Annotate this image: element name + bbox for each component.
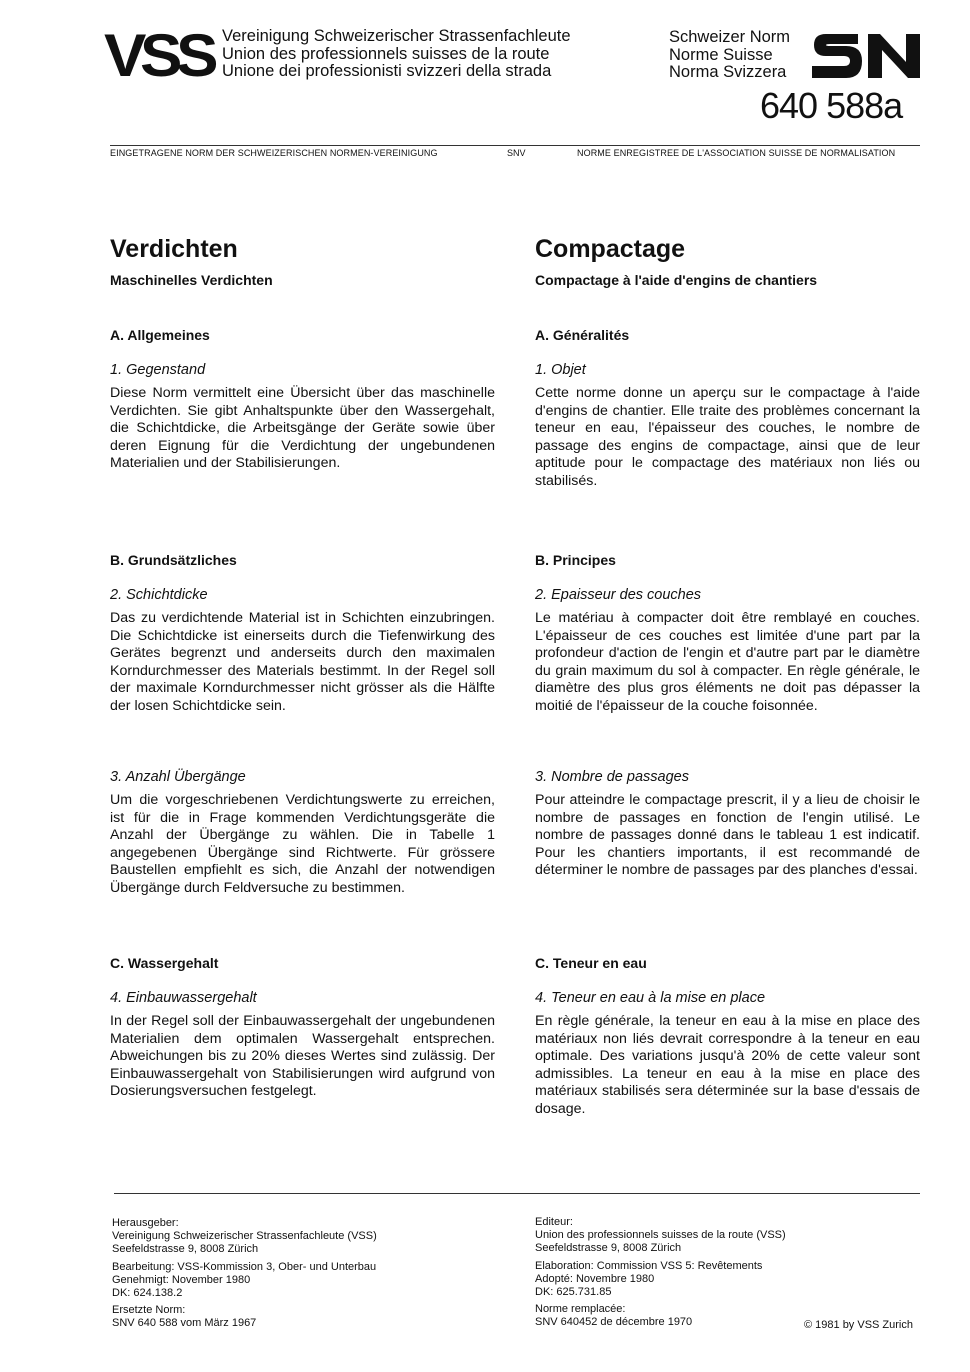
footer-fr: [535, 1216, 786, 1330]
paragraph-1-de: Diese Norm vermittelt eine Übersicht über das maschinelle Verdichten. Sie gibt Anhaltspunkte über den Wassergehalt, die Schichtdicke, die Arbeitsgänge der Geräte sowie über deren Eignung für die Verdichtung der ungebundenen Materialien und der Stabilisierungen.: [110, 385, 495, 472]
publisher-label-fr: Editeur:: [535, 1216, 573, 1228]
subsection-4-heading-de: 4. Einbauwassergehalt: [110, 990, 257, 1006]
norm-number: 640 588a: [760, 85, 903, 126]
sn-logo: [808, 28, 924, 84]
paragraph-2-fr: Le matériau à compacter doit être remblayé en couches. L'épaisseur de ces couches est limitée d'une part par la profondeur d'action de l'engin et d'autre part par le diamètre du grain maximum du sol à compacter. En règle générale, le diamètre des plus gros éléments ne doit pas dépasser la moitié de l'épaisseur de la couche foisonnée.: [535, 610, 920, 714]
registered-norm-fr: NORME ENREGISTREE DE L'ASSOCIATION SUISSE DE NORMALISATION: [577, 148, 896, 158]
paragraph-3-fr: Pour atteindre le compactage prescrit, il y a lieu de choisir le nombre de passages en fonction de l'engin utilisé. Le nombre de passages donné dans le tableau 1 est indicatif. Pour les chantiers importants, il est recommandé de déterminer le nombre de passages par des planches d'essai.: [535, 792, 920, 879]
editing-fr: Elaboration: Commission VSS 5: Revêtements: [535, 1259, 763, 1272]
subsection-2-heading-de: 2. Schichtdicke: [110, 587, 208, 603]
vss-logo: VSS: [104, 22, 213, 89]
replaced-label-de: Ersetzte Norm:: [112, 1304, 186, 1317]
section-c-heading-fr: C. Teneur en eau: [535, 955, 647, 971]
paragraph-1-fr: Cette norme donne un aperçu sur le compactage à l'aide d'engins de chantier. Elle traite des problèmes concernant la teneur en eau, l'épaisseur des couches, le nombre de passage des engins de compactage, ainsi que de leur aptitude pour le compactage des matériaux non liés ou stabilisés.: [535, 385, 920, 489]
paragraph-3-de: Um die vorgeschriebenen Verdichtungswerte zu erreichen, ist für die in Frage kommenden Verdichtungsgeräte die Anzahl der Übergänge zu wählen. Die in Tabelle 1 angegebenen Übergänge sind Richtwerte. Für grössere Baustellen empfiehlt es sich, die Anzahl der notwendigen Übergänge durch Feldversuche zu bestimmen.: [110, 792, 495, 896]
snv-label: SNV: [507, 148, 526, 158]
subsection-1-heading-fr: 1. Objet: [535, 362, 586, 378]
registered-norm-de: EINGETRAGENE NORM DER SCHWEIZERISCHEN NORMEN-VEREINIGUNG: [110, 148, 438, 158]
norm-name-it: Norma Svizzera: [669, 63, 787, 81]
org-name-fr: Union des professionnels suisses de la route: [222, 44, 550, 63]
approved-de: Genehmigt: November 1980: [112, 1273, 251, 1286]
dk-fr: DK: 625.731.85: [535, 1286, 612, 1299]
replaced-label-fr: Norme remplacée:: [535, 1303, 626, 1316]
subsection-2-heading-fr: 2. Epaisseur des couches: [535, 587, 702, 603]
dk-de: DK: 624.138.2: [112, 1287, 183, 1300]
subtitle-fr: Compactage à l'aide d'engins de chantiers: [535, 272, 818, 288]
publisher-address-fr: Seefeldstrasse 9, 8008 Zürich: [535, 1242, 682, 1255]
subsection-1-heading-de: 1. Gegenstand: [110, 362, 206, 378]
subsection-3-heading-fr: 3. Nombre de passages: [535, 769, 689, 785]
german-column: [110, 233, 495, 1100]
subsection-4-heading-fr: 4. Teneur en eau à la mise en place: [535, 990, 766, 1006]
section-b-heading-de: B. Grundsätzliches: [110, 552, 237, 568]
section-b-heading-fr: B. Principes: [535, 552, 616, 568]
norm-name-fr: Norme Suisse: [669, 45, 773, 64]
replaced-value-fr: SNV 640452 de décembre 1970: [535, 1316, 693, 1329]
org-name-de: Vereinigung Schweizerischer Strassenfachleute: [222, 27, 571, 45]
section-a-heading-de: A. Allgemeines: [110, 327, 210, 343]
subsection-3-heading-de: 3. Anzahl Übergänge: [110, 769, 246, 785]
publisher-address-de: Seefeldstrasse 9, 8008 Zürich: [112, 1243, 259, 1256]
replaced-value-de: SNV 640 588 vom März 1967: [112, 1317, 257, 1330]
publisher-name-de: Vereinigung Schweizerischer Strassenfachleute (VSS): [112, 1230, 377, 1243]
header-rule: [110, 145, 920, 146]
norm-name-de: Schweizer Norm: [669, 28, 791, 46]
publisher-label-de: Herausgeber:: [112, 1217, 179, 1229]
norm-type-names: [669, 29, 790, 82]
org-name-it: Unione dei professionisti svizzeri della strada: [222, 62, 552, 80]
paragraph-2-de: Das zu verdichtende Material ist in Schichten einzubringen. Die Schichtdicke ist einerseits durch die Tiefenwirkung des Gerätes begrenzt und anderseits durch den maximalen Korndurchmesser des Materials bestimmt. In der Regel soll der maximale Korndurchmesser nicht grösser als die Hälfte der losen Schichtdicke sein.: [110, 610, 495, 714]
title-de: Verdichten: [110, 235, 238, 263]
paragraph-4-fr: En règle générale, la teneur en eau à la mise en place des matériaux non liés devrait correspondre à la teneur en eau optimale. Des variations jusqu'à 20% de cette valeur sont admissibles. La teneur en eau à la mise en place des matériaux stabilisés sera déterminée sur la base d'essais de dosage.: [535, 1013, 920, 1117]
paragraph-4-de: In der Regel soll der Einbauwassergehalt der ungebundenen Materialien dem optimalen Wassergehalt entsprechen. Abweichungen bis zu 20% dieses Wertes sind zulässig. Der Einbauwassergehalt von Stabilisierungen wird aufgrund von Dosierungsversuchen festgelegt.: [110, 1013, 495, 1100]
footer-de: [112, 1217, 377, 1331]
approved-fr: Adopté: Novembre 1980: [535, 1272, 655, 1285]
copyright: © 1981 by VSS Zurich: [804, 1319, 913, 1331]
organization-names: [222, 28, 571, 81]
french-column: [535, 233, 920, 1117]
footer-rule: [114, 1193, 920, 1194]
section-a-heading-fr: A. Généralités: [535, 327, 630, 343]
editing-de: Bearbeitung: VSS-Kommission 3, Ober- und Unterbau: [112, 1260, 377, 1273]
title-fr: Compactage: [535, 235, 686, 263]
publisher-name-fr: Union des professionnels suisses de la route (VSS): [535, 1229, 786, 1242]
subtitle-de: Maschinelles Verdichten: [110, 272, 273, 288]
section-c-heading-de: C. Wassergehalt: [110, 955, 219, 971]
